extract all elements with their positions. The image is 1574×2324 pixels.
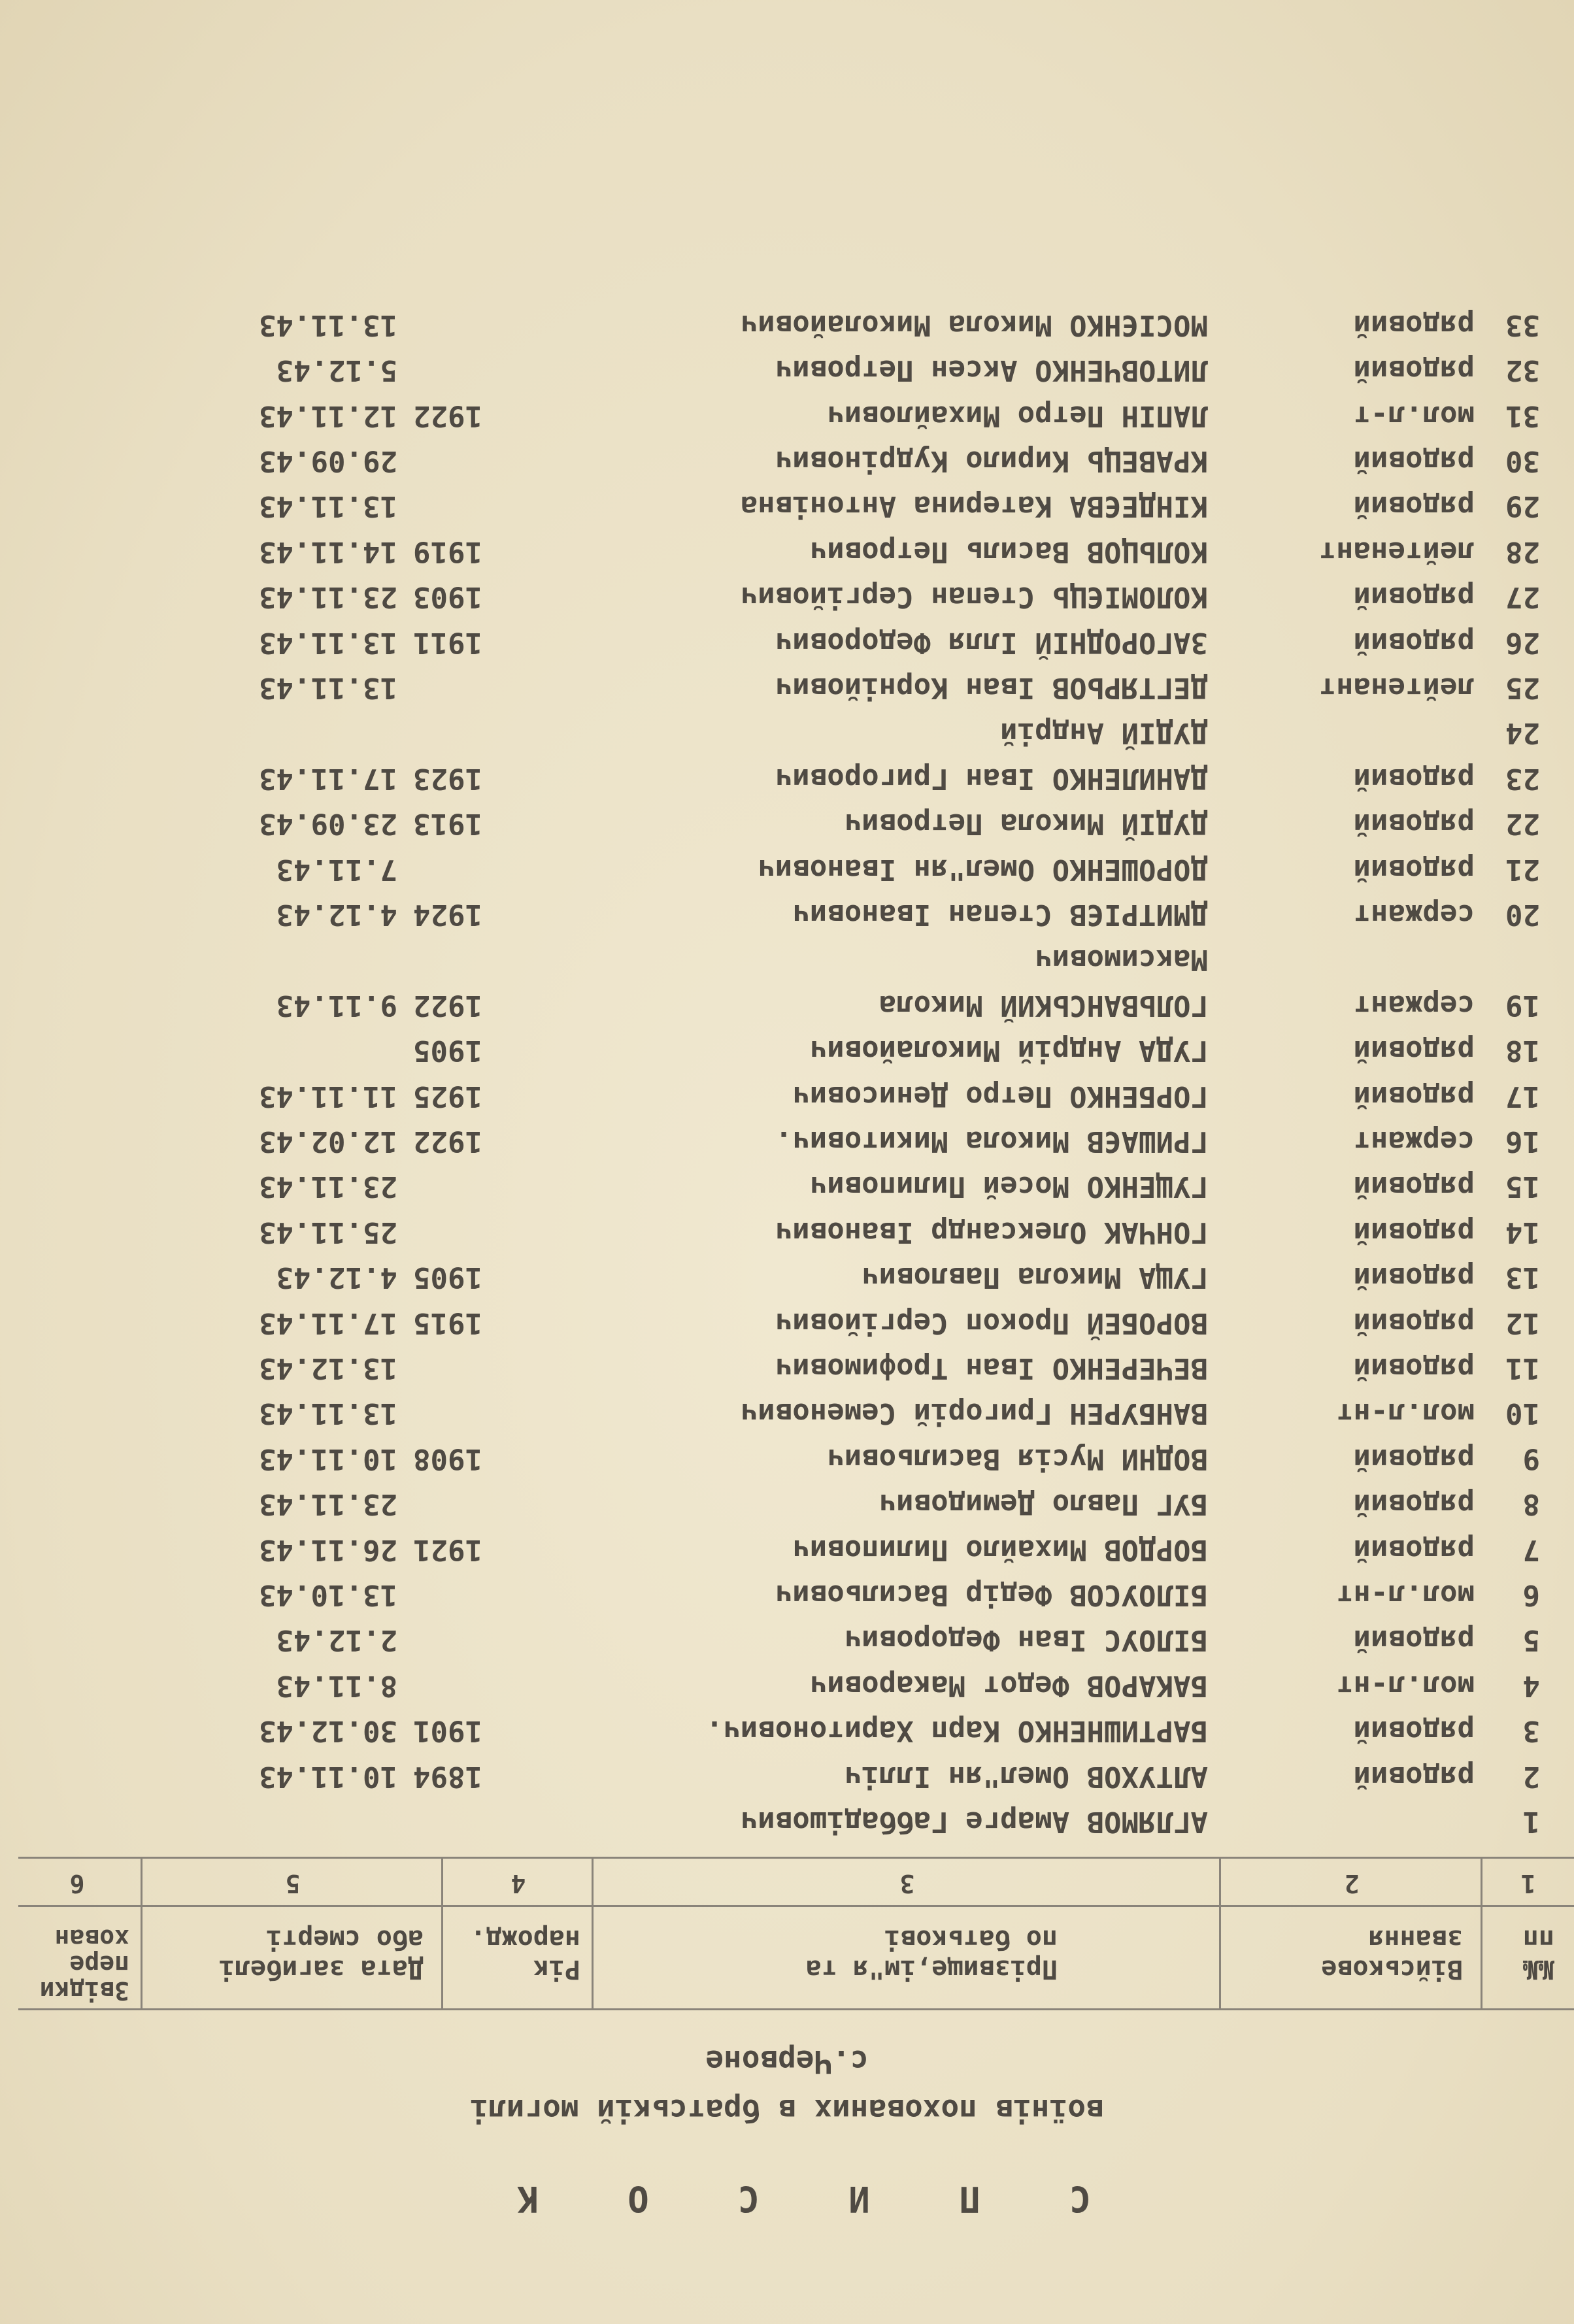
row-number: 27 xyxy=(1505,580,1540,614)
row-number: 20 xyxy=(1505,898,1540,931)
row-number: 4 xyxy=(1522,1668,1540,1702)
row-name: ЛИТОВЧЕНКО Аксен Петрович xyxy=(775,354,1208,388)
row-number: 5 xyxy=(1522,1623,1540,1657)
row-rank: рядовий xyxy=(1353,1215,1475,1249)
row-death-date: 11.11.43 xyxy=(259,1079,397,1113)
row-name: МОСІЄНКО Микола Миколайович xyxy=(740,308,1208,342)
table-row xyxy=(0,756,1574,801)
row-name: ВЕЧЕРЕНКО Іван Трофимович xyxy=(775,1352,1208,1385)
row-birth-year: 1905 xyxy=(413,1034,482,1068)
row-birth-year: 1915 xyxy=(413,1306,482,1340)
row-rank: рядовий xyxy=(1353,1714,1475,1748)
row-name: ДОРОШЕНКО Омел"ян Іванович xyxy=(758,852,1208,886)
row-death-date: 14.11.43 xyxy=(259,535,397,569)
row-number: 9 xyxy=(1522,1442,1540,1476)
header-col-rank: Військове звання xyxy=(1321,1924,1463,1984)
row-name: ДУДІЙ Андрій xyxy=(1000,716,1208,750)
row-number: 15 xyxy=(1505,1170,1540,1204)
row-number: 14 xyxy=(1505,1215,1540,1249)
row-rank: рядовий xyxy=(1353,308,1475,342)
row-name: ГОНЧАК Олександр Іванович xyxy=(775,1215,1208,1249)
row-birth-year: 1913 xyxy=(413,807,482,841)
row-death-date: 13.10.43 xyxy=(259,1578,397,1612)
row-number: 8 xyxy=(1522,1487,1540,1521)
table-row xyxy=(0,1255,1574,1299)
row-number: 24 xyxy=(1505,716,1540,750)
row-death-date: 10.11.43 xyxy=(259,1759,397,1793)
row-name: ЛАПІН Петро Михайлович xyxy=(827,399,1208,433)
row-number: 23 xyxy=(1505,761,1540,795)
row-number: 30 xyxy=(1505,444,1540,478)
table-row xyxy=(0,439,1574,483)
header-col-index: 3 xyxy=(899,1869,915,1898)
row-death-date: 5.12.43 xyxy=(276,354,397,388)
row-birth-year: 1911 xyxy=(413,625,482,659)
place-name: с.Червоне xyxy=(705,2044,869,2079)
header-col-index: 2 xyxy=(1344,1869,1360,1898)
row-rank: сержант xyxy=(1353,988,1475,1022)
row-rank: мол.л-нт xyxy=(1336,1668,1475,1702)
row-birth-year: 1905 xyxy=(413,1261,482,1295)
row-number: 25 xyxy=(1505,671,1540,705)
row-birth-year: 1925 xyxy=(413,1079,482,1113)
table-row xyxy=(0,529,1574,574)
table-row xyxy=(0,1482,1574,1526)
row-death-date: 12.02.43 xyxy=(259,1125,397,1158)
row-rank: сержант xyxy=(1353,898,1475,931)
table-row xyxy=(0,1618,1574,1662)
row-name: БАРТИШНЕНКО Карп Харитонович. xyxy=(705,1714,1208,1748)
table-row xyxy=(0,665,1574,710)
header-col-index: 1 xyxy=(1520,1869,1536,1898)
header-col-index: 6 xyxy=(69,1869,85,1898)
row-death-date: 23.11.43 xyxy=(259,1487,397,1521)
table-row xyxy=(0,484,1574,528)
table-row xyxy=(0,983,1574,1027)
row-rank: рядовий xyxy=(1353,354,1475,388)
row-name: БІЛОУС Іван Федорович xyxy=(844,1623,1208,1657)
row-birth-year: 1919 xyxy=(413,535,482,569)
row-death-date: 29.09.43 xyxy=(259,444,397,478)
row-name: БІЛОУСОВ Федір Васильович xyxy=(775,1578,1208,1612)
row-rank: рядовий xyxy=(1353,1306,1475,1340)
row-death-date: 12.11.43 xyxy=(259,399,397,433)
table-row xyxy=(0,303,1574,347)
row-number: 18 xyxy=(1505,1034,1540,1068)
row-number: 3 xyxy=(1522,1714,1540,1748)
row-rank: рядовий xyxy=(1353,1759,1475,1793)
row-death-date: 13.11.43 xyxy=(259,308,397,342)
row-rank: рядовий xyxy=(1353,761,1475,795)
row-number: 31 xyxy=(1505,399,1540,433)
row-rank: рядовий xyxy=(1353,852,1475,886)
table-row xyxy=(0,393,1574,438)
header-col-birth-year: Рік нарожд. xyxy=(470,1924,580,1984)
row-name: ГОРБЕНКО Петро Денисович xyxy=(792,1079,1208,1113)
row-name: БАКАРОВ Федот Макарович xyxy=(809,1668,1208,1702)
row-number: 19 xyxy=(1505,988,1540,1022)
table-row xyxy=(0,1391,1574,1435)
table-row xyxy=(0,710,1574,755)
table-row xyxy=(0,1346,1574,1390)
row-name: ВОДНИ Мусія Васильович xyxy=(827,1442,1208,1476)
row-name: ВОРОБЕЙ Прокоп Сергійович xyxy=(775,1306,1208,1340)
row-rank: рядовий xyxy=(1353,490,1475,523)
table-row xyxy=(0,1164,1574,1208)
row-death-date: 30.12.43 xyxy=(259,1714,397,1748)
row-rank: сержант xyxy=(1353,1125,1475,1158)
row-name: АГЛЯМОВ Амарге Габбадішович xyxy=(740,1805,1208,1838)
row-name: ДУДІЙ Микола Петрович xyxy=(844,807,1208,841)
row-rank: рядовий xyxy=(1353,444,1475,478)
row-name: ГОЛЬВАНСЬКИЙ Микола xyxy=(879,988,1208,1022)
table-row xyxy=(0,1572,1574,1617)
table-row xyxy=(0,1028,1574,1072)
table-row xyxy=(0,1301,1574,1345)
row-rank: мол.л-нт xyxy=(1336,1397,1475,1431)
table-row xyxy=(0,1663,1574,1708)
row-name: ДМИТРІЄВ Степан Іванович xyxy=(792,898,1208,931)
row-name: КОЛЬЦОВ Василь Петрович xyxy=(809,535,1208,569)
row-number: 28 xyxy=(1505,535,1540,569)
row-death-date: 13.11.43 xyxy=(259,1397,397,1431)
row-birth-year: 1923 xyxy=(413,761,482,795)
row-death-date: 23.09.43 xyxy=(259,807,397,841)
table-row xyxy=(0,348,1574,392)
header-col-number: №№ пп xyxy=(1522,1924,1554,1984)
row-name: ГРИШАЄВ Микола Микитович. xyxy=(775,1125,1208,1158)
row-death-date: 17.11.43 xyxy=(259,761,397,795)
row-number: 33 xyxy=(1505,308,1540,342)
row-rank: лейтенант xyxy=(1318,671,1475,705)
table-row xyxy=(0,1708,1574,1753)
row-birth-year: 1894 xyxy=(413,1759,482,1793)
row-name: АЛТУХОВ Омел"ян Ілліч xyxy=(844,1759,1208,1793)
row-death-date: 23.11.43 xyxy=(259,1170,397,1204)
row-birth-year: 1922 xyxy=(413,399,482,433)
row-name: КІНДЕЄВА Катерина Антонівна xyxy=(740,490,1208,523)
row-name: КРАВЕЦЬ Кирило Кудрінович xyxy=(775,444,1208,478)
row-death-date: 26.11.43 xyxy=(259,1533,397,1567)
row-name: БУГ Павло Демидович xyxy=(879,1487,1208,1521)
row-rank: рядовий xyxy=(1353,1079,1475,1113)
row-number: 2 xyxy=(1522,1759,1540,1793)
row-rank: рядовий xyxy=(1353,625,1475,659)
header-col-death-date: Дата загибелі або смерті xyxy=(218,1924,424,1984)
row-number: 32 xyxy=(1505,354,1540,388)
row-death-date: 23.11.43 xyxy=(259,580,397,614)
table-row xyxy=(0,1119,1574,1163)
table-row xyxy=(0,1436,1574,1481)
row-rank: рядовий xyxy=(1353,1034,1475,1068)
row-death-date: 25.11.43 xyxy=(259,1215,397,1249)
row-birth-year: 1901 xyxy=(413,1714,482,1748)
table-row xyxy=(0,1210,1574,1254)
row-number: 7 xyxy=(1522,1533,1540,1567)
row-number: 17 xyxy=(1505,1079,1540,1113)
row-name: ГУЩЕНКО Мосей Пилипович xyxy=(809,1170,1208,1204)
row-birth-year: 1922 xyxy=(413,988,482,1022)
row-name: ЗАГОРОДНІЙ Ілля Федорович xyxy=(775,625,1208,659)
header-col-name: Прізвище,ім"я та по батькові xyxy=(805,1924,1058,1984)
row-birth-year: 1924 xyxy=(413,898,482,931)
header-col-index: 4 xyxy=(511,1869,526,1898)
row-rank: мол.л-т xyxy=(1353,399,1475,433)
row-death-date: 2.12.43 xyxy=(276,1623,397,1657)
row-rank: рядовий xyxy=(1353,1442,1475,1476)
row-rank: лейтенант xyxy=(1318,535,1475,569)
row-death-date: 13.11.43 xyxy=(259,671,397,705)
row-name: ДАНИЛЕНКО Іван Григорович xyxy=(775,761,1208,795)
table-row xyxy=(0,574,1574,619)
row-number: 11 xyxy=(1505,1352,1540,1385)
row-name: ВАНБУРЕН Григорій Семенович xyxy=(740,1397,1208,1431)
row-birth-year: 1903 xyxy=(413,580,482,614)
row-number: 16 xyxy=(1505,1125,1540,1158)
document-title: С П И С О К xyxy=(483,2178,1091,2219)
document-subtitle: воїнів похованих в братській могилі xyxy=(470,2093,1104,2128)
row-rank: рядовий xyxy=(1353,1533,1475,1567)
table-row xyxy=(0,1754,1574,1799)
row-number: 26 xyxy=(1505,625,1540,659)
row-birth-year: 1908 xyxy=(413,1442,482,1476)
row-name: КОЛОМІЄЦЬ Степан Сергійович xyxy=(740,580,1208,614)
table-row xyxy=(0,620,1574,665)
row-number: 12 xyxy=(1505,1306,1540,1340)
row-number: 10 xyxy=(1505,1397,1540,1431)
row-rank: рядовий xyxy=(1353,807,1475,841)
row-number: 13 xyxy=(1505,1261,1540,1295)
table-row xyxy=(0,1527,1574,1572)
row-death-date: 17.11.43 xyxy=(259,1306,397,1340)
table-row xyxy=(0,1799,1574,1844)
row-rank: рядовий xyxy=(1353,1352,1475,1385)
row-rank: рядовий xyxy=(1353,580,1475,614)
row-death-date: 4.12.43 xyxy=(276,1261,397,1295)
table-row xyxy=(0,847,1574,891)
row-death-date: 7.11.43 xyxy=(276,852,397,886)
row-name: ГУДА Андрій Миколайович xyxy=(809,1034,1208,1068)
row-number: 1 xyxy=(1522,1805,1540,1838)
row-name: ДЕГТЯРЬОВ Іван Корнійович xyxy=(775,671,1208,705)
row-death-date: 8.11.43 xyxy=(276,1668,397,1702)
row-death-date: 4.12.43 xyxy=(276,898,397,931)
row-number: 6 xyxy=(1522,1578,1540,1612)
row-name: Максимович xyxy=(1035,943,1208,977)
row-death-date: 9.11.43 xyxy=(276,988,397,1022)
row-death-date: 10.11.43 xyxy=(259,1442,397,1476)
row-rank: рядовий xyxy=(1353,1170,1475,1204)
row-name: ГУЩА Микола Павлович xyxy=(862,1261,1208,1295)
row-number: 29 xyxy=(1505,490,1540,523)
row-death-date: 13.12.43 xyxy=(259,1352,397,1385)
row-death-date: 13.11.43 xyxy=(259,490,397,523)
table-row xyxy=(0,801,1574,846)
row-death-date: 13.11.43 xyxy=(259,625,397,659)
row-rank: рядовий xyxy=(1353,1623,1475,1657)
row-rank: рядовий xyxy=(1353,1261,1475,1295)
row-rank: мол.л-нт xyxy=(1336,1578,1475,1612)
table-row xyxy=(0,937,1574,982)
table-row xyxy=(0,892,1574,937)
header-col-index: 5 xyxy=(285,1869,301,1898)
header-col-reburied-from: Звідки пере хован xyxy=(39,1924,129,2005)
row-rank: рядовий xyxy=(1353,1487,1475,1521)
row-birth-year: 1921 xyxy=(413,1533,482,1567)
row-birth-year: 1922 xyxy=(413,1125,482,1158)
row-name: БОРДОВ Михайло Пилипович xyxy=(792,1533,1208,1567)
row-number: 21 xyxy=(1505,852,1540,886)
row-number: 22 xyxy=(1505,807,1540,841)
table-row xyxy=(0,1074,1574,1118)
